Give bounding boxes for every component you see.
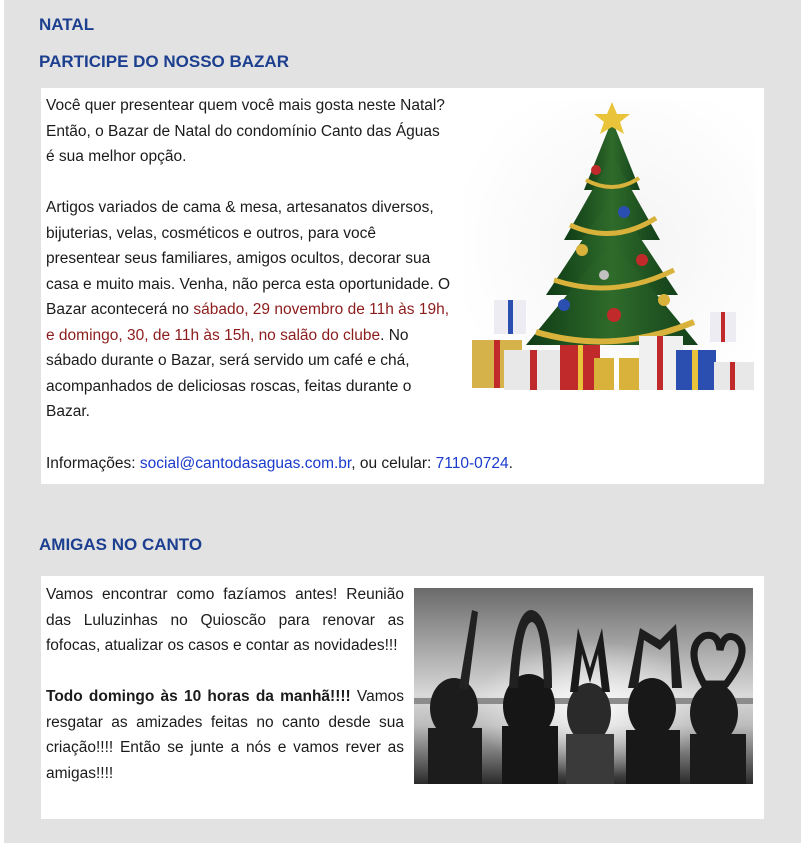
section-subtitle-bazar: PARTICIPE DO NOSSO BAZAR [39, 52, 289, 71]
bazar-details-paragraph: Artigos variados de cama & mesa, artesanatos diversos, bijuterias, velas, cosméticos e outros, para você presentear seus familiares, amigos ocultos, decorar sua casa e muito mais. Venha, não perca esta oportunidade. O Bazar acontecerá no sábado, 29 novembro de 11h às 19h, e domingo, 30, de 11h às 15h, no salão do clube. No sábado durante o Bazar, será servido um café e chá, acompanhados de deliciosas roscas, feitas durante o Bazar. [46, 199, 451, 420]
amigas-card [41, 576, 764, 819]
amigas-intro-paragraph: Vamos encontrar como fazíamos antes! Reunião das Luluzinhas no Quioscão para renovar as fofocas, atualizar os casos e contar as novidades!!! [46, 586, 404, 654]
newsletter-page [4, 0, 801, 843]
bazar-schedule-highlight: sábado, 29 novembro de 11h às 19h, e domingo, 30, de 11h às 15h, no salão do clube [46, 301, 449, 344]
section-title-amigas: AMIGAS NO CANTO [39, 535, 203, 554]
christmas-tree-icon [464, 100, 756, 390]
amigas-text [46, 582, 404, 786]
section-title-natal: NATAL [39, 15, 95, 34]
bazar-intro-paragraph: Você quer presentear quem você mais gosta neste Natal? Então, o Bazar de Natal do condomínio Canto das Águas é sua melhor opção. [46, 97, 445, 165]
contact-phone-link[interactable]: 7110-0724 [435, 455, 509, 472]
love-friends-photo [414, 588, 753, 784]
friends-photo-icon [414, 588, 753, 784]
bazar-text [46, 93, 451, 425]
bazar-contact-line: Informações: social@cantodasaguas.com.br, ou celular: 7110-0724. [46, 455, 513, 472]
amigas-schedule-paragraph: Todo domingo às 10 horas da manhã!!!! Vamos resgatar as amizades feitas no canto desde sua criação!!!! Então se junte a nós e vamos rever as amigas!!!! [46, 688, 404, 782]
bazar-card [41, 88, 764, 484]
amigas-schedule-bold: Todo domingo às 10 horas da manhã!!!! [46, 688, 351, 705]
christmas-tree-image [464, 100, 756, 390]
contact-email-link[interactable]: social@cantodasaguas.com.br [139, 455, 352, 472]
